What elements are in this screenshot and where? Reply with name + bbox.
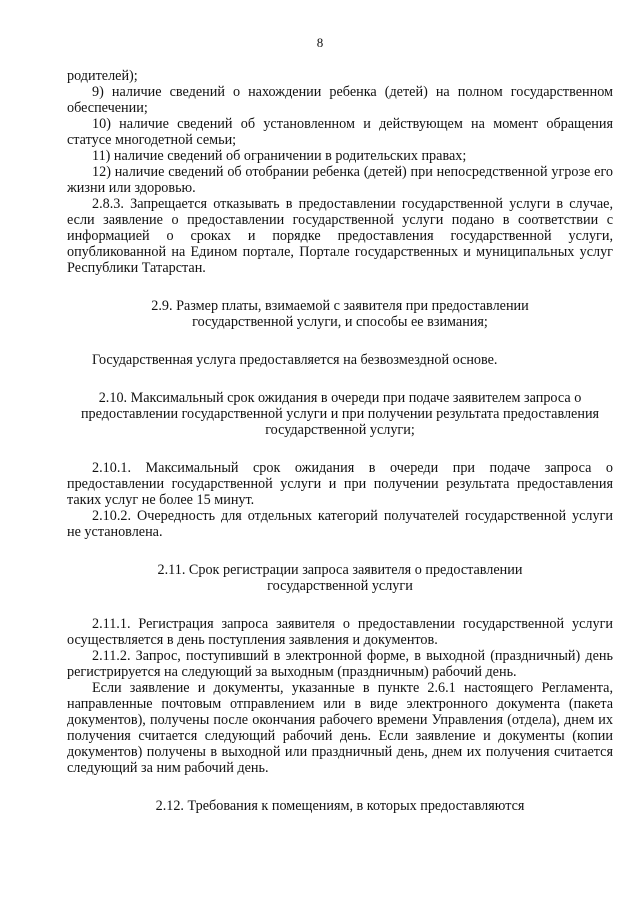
page-number: 8 [316,35,324,50]
list-item-9: 9) наличие сведений о нахождении ребенка (детей) на полном государственном обеспечении; [67,84,613,116]
document-body [67,68,613,814]
clause-2-10-2: 2.10.2. Очередность для отдельных категорий получателей государственной услуги не установлена. [67,508,613,540]
section-heading-2-12: 2.12. Требования к помещениям, в которых предоставляются [155,798,525,814]
list-item-11: 11) наличие сведений об ограничении в родительских правах; [92,148,467,164]
section-heading-2-11: 2.11. Срок регистрации запроса заявителя о предоставлении государственной услуги [157,562,523,594]
list-item-12: 12) наличие сведений об отобрании ребенка (детей) при непосредственной угрозе его жизни или здоровью. [67,164,613,196]
clause-2-11-1: 2.11.1. Регистрация запроса заявителя о предоставлении государственной услуги осуществляется в день поступления заявления и документов. [67,616,613,648]
section-heading-2-10: 2.10. Максимальный срок ожидания в очереди при подаче заявителем запроса о предоставлении государственной услуги и при получении результата предоставления государственной услуги; [80,390,600,438]
clause-2-10-1: 2.10.1. Максимальный срок ожидания в очереди при подаче запроса о предоставлении государственной услуги и при получении результата предоставления таких услуг не более 15 минут. [67,460,613,508]
list-item-10: 10) наличие сведений об установленном и действующем на момент обращения статусе многодетной семьи; [67,116,613,148]
clause-2-8-3: 2.8.3. Запрещается отказывать в предоставлении государственной услуги в случае, если заявление о предоставлении государственной услуги подано в соответствии с информацией о сроках и порядке предоставления государственной услуги, опубликованной на Едином портале, Портале государственных и муниципальных услуг Республики Татарстан. [67,196,613,276]
clause-2-9-text: Государственная услуга предоставляется на безвозмездной основе. [92,352,498,368]
section-heading-2-9: 2.9. Размер платы, взимаемой с заявителя при предоставлении государственной услуги, и способы ее взимания; [151,298,529,330]
clause-2-11-2: 2.11.2. Запрос, поступивший в электронной форме, в выходной (праздничный) день регистрируется на следующий за выходным (праздничным) рабочий день. [67,648,613,680]
clause-2-11-2-continued: Если заявление и документы, указанные в пункте 2.6.1 настоящего Регламента, направленные почтовым отправлением или в виде электронного документа (пакета документов), получены после окончания рабочего времени Управления (отдела), днем их получения считается следующий рабочий день. Если заявление и документы (копии документов) получены в выходной или праздничный день, днем их получения считается следующий за ним рабочий день. [67,680,613,776]
paragraph-continuation: родителей); [67,68,138,84]
